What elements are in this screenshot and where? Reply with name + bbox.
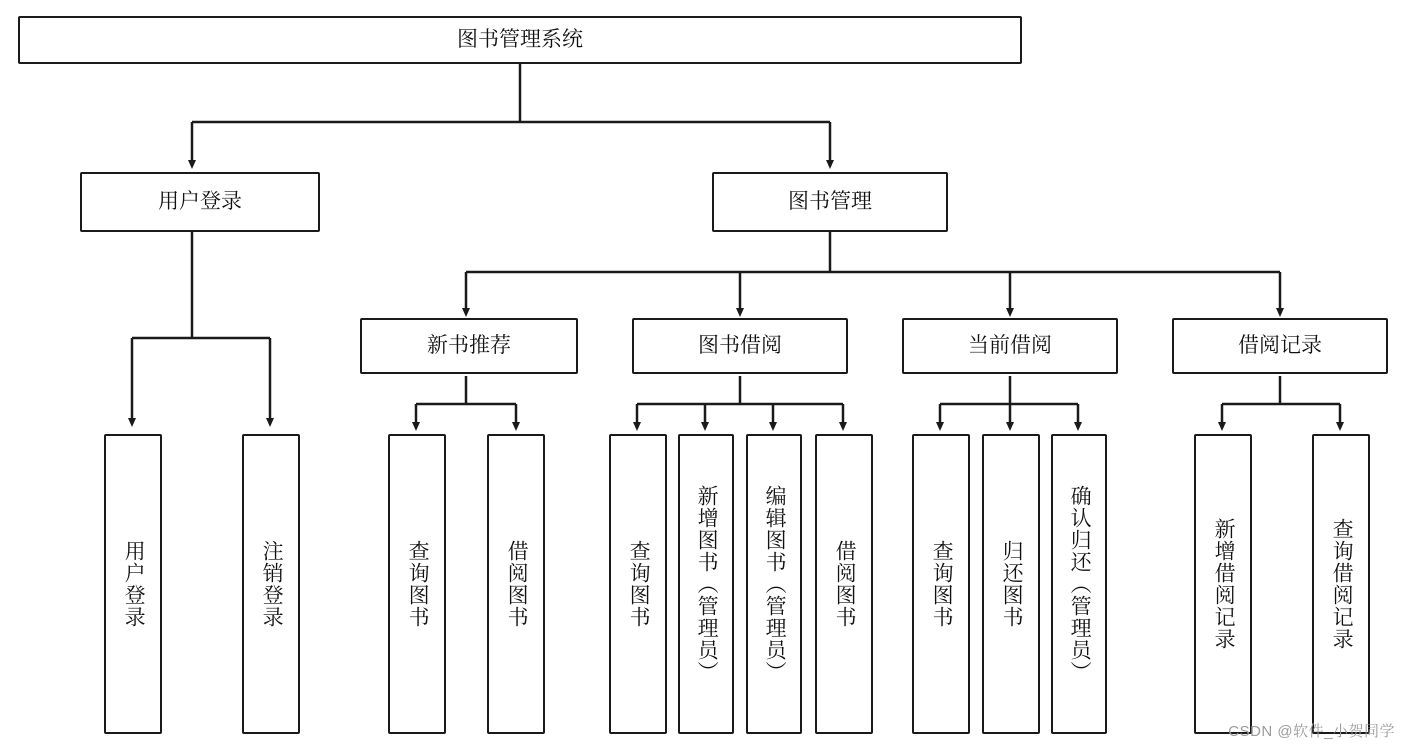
node-book-management-label: 图书管理	[788, 189, 872, 213]
leaf-records-query-record-label: 查询借阅记录	[1330, 518, 1354, 650]
leaf-borrow-add-book	[678, 434, 734, 734]
leaf-borrow-edit-book	[746, 434, 802, 734]
node-root-label: 图书管理系统	[457, 27, 583, 51]
node-current-borrow-label: 当前借阅	[968, 333, 1052, 357]
node-book-borrow	[632, 318, 848, 374]
leaf-borrow-query-books-label: 查询图书	[627, 540, 651, 628]
leaf-records-add-record	[1194, 434, 1252, 734]
leaf-borrow-borrow-book-label: 借阅图书	[833, 540, 857, 628]
node-borrow-records-label: 借阅记录	[1238, 333, 1322, 357]
node-new-book-recommend-label: 新书推荐	[427, 333, 511, 357]
leaf-borrow-query-books	[609, 434, 667, 734]
leaf-borrow-add-book-label: 新增图书（管理员）	[695, 485, 719, 683]
leaf-borrow-edit-book-label: 编辑图书（管理员）	[763, 485, 787, 683]
node-current-borrow	[902, 318, 1118, 374]
leaf-current-query-books-label: 查询图书	[930, 540, 954, 628]
leaf-current-query-books	[912, 434, 970, 734]
leaf-user-login-label: 用户登录	[122, 540, 146, 628]
leaf-newbook-query-books	[388, 434, 446, 734]
leaf-current-confirm-return-label: 确认归还（管理员）	[1068, 485, 1092, 683]
node-book-management	[712, 172, 948, 232]
leaf-user-login	[104, 434, 162, 734]
leaf-logout	[242, 434, 300, 734]
leaf-current-return-books-label: 归还图书	[1000, 540, 1024, 628]
node-user-login	[80, 172, 320, 232]
leaf-records-query-record	[1312, 434, 1370, 734]
leaf-records-add-record-label: 新增借阅记录	[1212, 518, 1236, 650]
node-root	[18, 16, 1022, 64]
leaf-borrow-borrow-book	[815, 434, 873, 734]
leaf-current-return-books	[982, 434, 1040, 734]
leaf-newbook-borrow-books	[487, 434, 545, 734]
node-user-login-label: 用户登录	[158, 189, 242, 213]
node-book-borrow-label: 图书借阅	[698, 333, 782, 357]
watermark: CSDN @软件_小贺同学	[1228, 723, 1395, 740]
leaf-newbook-query-books-label: 查询图书	[406, 540, 430, 628]
leaf-logout-label: 注销登录	[260, 540, 284, 628]
leaf-newbook-borrow-books-label: 借阅图书	[505, 540, 529, 628]
leaf-current-confirm-return	[1051, 434, 1107, 734]
node-new-book-recommend	[360, 318, 578, 374]
node-borrow-records	[1172, 318, 1388, 374]
